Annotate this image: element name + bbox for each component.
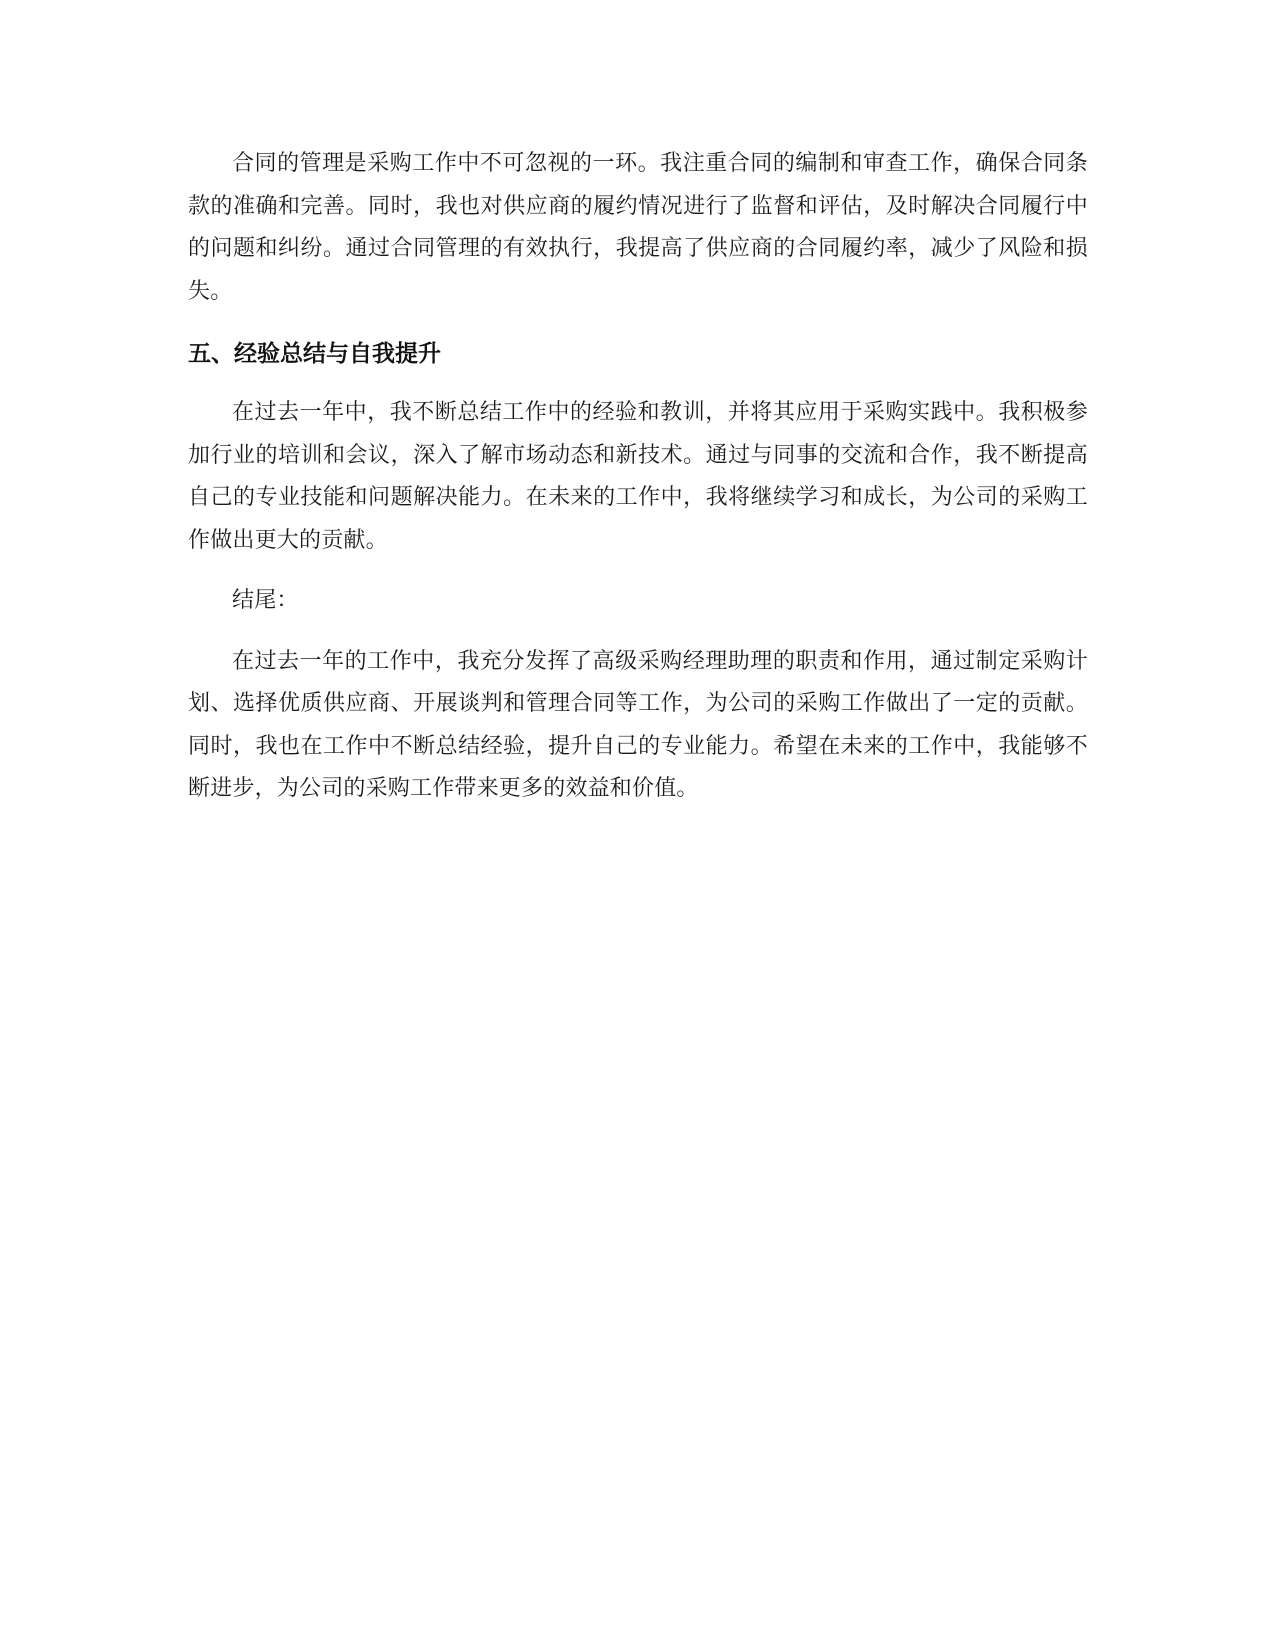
experience-summary-paragraph: 在过去一年中，我不断总结工作中的经验和教训，并将其应用于采购实践中。我积极参加行业的培训和会议，深入了解市场动态和新技术。通过与同事的交流和合作，我不断提高自己的专业技能和问题解决能力。在未来的工作中，我将继续学习和成长，为公司的采购工作做出更大的贡献。 <box>188 400 1088 553</box>
contract-management-paragraph: 合同的管理是采购工作中不可忽视的一环。我注重合同的编制和审查工作，确保合同条款的准确和完善。同时，我也对供应商的履约情况进行了监督和评估，及时解决合同履行中的问题和纠纷。通过合同管理的有效执行，我提高了供应商的合同履约率，减少了风险和损失。 <box>188 151 1088 304</box>
closing-label: 结尾： <box>232 588 299 613</box>
document-body <box>188 143 1088 811</box>
closing-paragraph: 在过去一年的工作中，我充分发挥了高级采购经理助理的职责和作用，通过制定采购计划、选择优质供应商、开展谈判和管理合同等工作，为公司的采购工作做出了一定的贡献。同时，我也在工作中不断总结经验，提升自己的专业能力。希望在未来的工作中，我能够不断进步，为公司的采购工作带来更多的效益和价值。 <box>188 648 1088 801</box>
section-heading: 五、经验总结与自我提升 <box>188 341 441 367</box>
paragraph-spacer <box>188 562 1088 580</box>
paragraph-spacer <box>188 623 1088 641</box>
